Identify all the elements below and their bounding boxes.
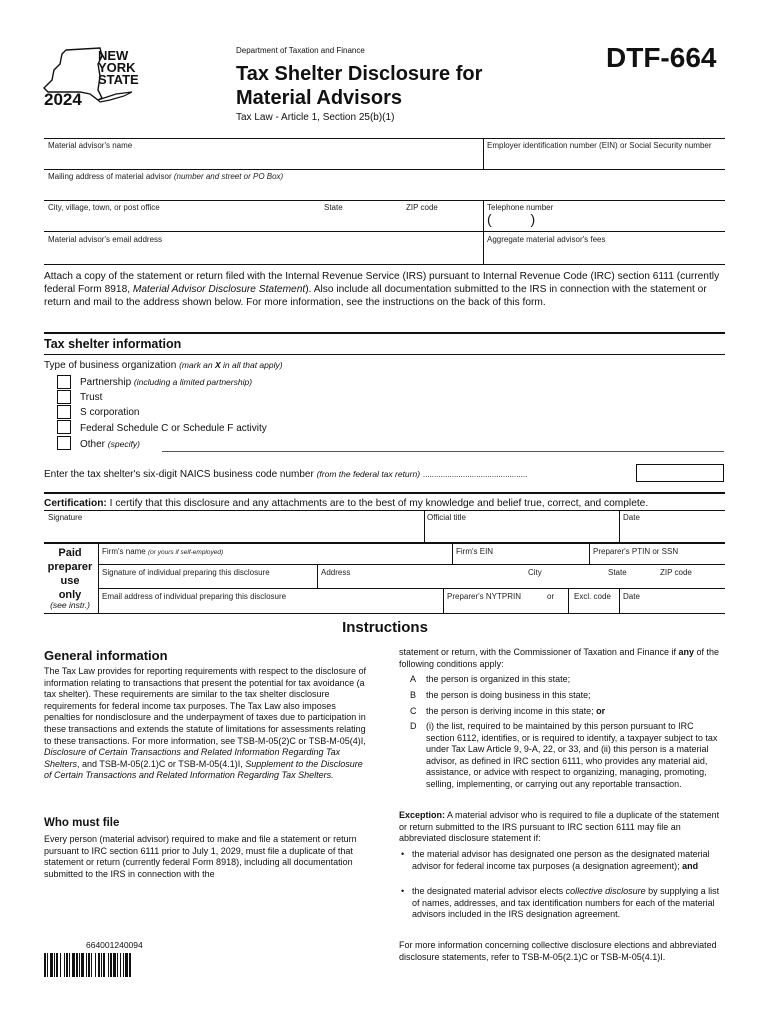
exception-bold: Exception: (399, 810, 446, 820)
business-type-hint-a: (mark an (179, 360, 215, 370)
conditions-intro-bold: any (678, 647, 694, 657)
general-text-a: The Tax Law provides for reporting requirements with respect to the disclosure of information relating to transactions that present the potential for tax avoidance (a tax shelter). These requirements are similar to the tax shelter disclosure requirements for federal income tax purposes. The Tax Law also imposes penalties for nondisclosure and the underpayment of taxes due to participation in these transactions and extends the statute of limitations for assessments relating to these transactions. For more information, see TSB-M-05(2)C or TSB-M-05(4)I, (44, 666, 366, 746)
logo-word-state: STATE (98, 72, 139, 87)
business-type-hint-x: X (215, 360, 221, 370)
form-number: DTF-664 (606, 42, 717, 73)
preparer-zip-label: ZIP code (660, 568, 692, 577)
attach-text-part2: ). Also include all documentation submitted to the IRS in connection with the statement or return and mail to the address shown below. For more information, see the instructions on the back of this form. (44, 284, 707, 308)
logo-word-york: YORK (98, 60, 136, 75)
other-hint: (specify) (107, 439, 140, 449)
mailing-address-label (48, 172, 283, 181)
trust-label: Trust (80, 392, 103, 403)
instructions-heading: Instructions (342, 619, 428, 636)
business-type-label (44, 360, 283, 371)
preparer-email-label: Email address of individual preparing this disclosure (102, 592, 287, 601)
partnership-hint: (including a limited partnership) (133, 377, 253, 387)
bullet-1-text (412, 849, 722, 872)
schedule-c-f-checkbox[interactable] (57, 420, 71, 434)
email-field[interactable] (46, 245, 480, 262)
nytprin-field[interactable] (445, 600, 539, 612)
title-line-2: Material Advisors (236, 87, 402, 109)
other-checkbox[interactable] (57, 436, 71, 450)
general-information-heading: General information (44, 648, 168, 663)
ein-label: Employer identification number (EIN) or Social Security number (487, 141, 712, 150)
paid-preparer-side-label (44, 546, 96, 602)
condition-a-text: the person is organized in this state; (426, 674, 571, 684)
ptin-field[interactable] (591, 553, 723, 563)
official-title-label: Official title (427, 513, 466, 522)
exclusion-code-field[interactable] (570, 600, 617, 612)
bullet-1-marker: • (401, 849, 405, 859)
tax-shelter-heading: Tax shelter information (44, 337, 182, 351)
firm-ein-label: Firm's EIN (456, 547, 494, 556)
bullet-2-after: by supplying a list of names, addresses, and tax identification numbers for each of the material advisors included in the IRS designation agreement. (412, 886, 720, 920)
condition-a-letter: A (410, 674, 417, 684)
general-text-italic-1: Disclosure of Certain Transactions and Related Information Regarding Tax Shelters (44, 747, 341, 769)
partnership-label: Partnership (80, 377, 132, 388)
preparer-state-label: State (608, 568, 627, 577)
general-text-italic-2: Supplement to the Disclosure of Certain Transactions and Related Information Regarding Tax Shelters. (44, 758, 363, 781)
cert-date-field[interactable] (621, 523, 723, 539)
ny-state-logo-text (98, 50, 139, 86)
preparer-signature-field[interactable] (100, 576, 314, 587)
certification-bold: Certification: (44, 498, 107, 509)
condition-b-text: the person is doing business in this state; (426, 690, 591, 700)
telephone-label: Telephone number (487, 203, 554, 212)
certification-statement (44, 498, 648, 509)
page-title (236, 62, 482, 110)
advisor-name-field[interactable] (46, 151, 480, 167)
business-type-hint-b: in all that apply) (220, 360, 283, 370)
condition-d-letter: D (410, 721, 417, 731)
preparer-date-label: Date (623, 592, 640, 601)
attach-text-part1: Attach a copy of the statement or return filed with the Internal Revenue Service (IRS) pursuant to Internal Revenue Code (IRC) section 6111 (currently federal Form 8918, (44, 271, 720, 295)
naics-label-text: Enter the tax shelter's six-digit NAICS business code number (44, 469, 314, 480)
firm-name-label-text: Firm's name (102, 547, 146, 556)
who-must-file-text: Every person (material advisor) required to make and file a statement or return pursuant to IRC section 6111 prior to July 1, 2029, must file a duplicate of that statement or return (currently federal Form 8918), including all documentation submitted to the IRS in connection with the (44, 834, 357, 879)
side-label-paid: Paid (58, 547, 82, 559)
preparer-email-field[interactable] (100, 600, 440, 612)
condition-c-text: the person is deriving income in this state; (426, 706, 597, 716)
condition-d-text: (i) the list, required to be maintained by this person pursuant to IRC section 6112, identifies, or is required to identify, a taxpayer subject to tax under Tax Law Article 9, 9-A, 22, or 33, and (ii) this person is a material advisor, as defined in IRC section 6111, who provides any material aid, assistance, or advice with respect to organizing, managing, promoting, selling, implementing, or carrying out any reportable transaction. (426, 721, 718, 789)
naics-code-field[interactable] (636, 464, 724, 482)
advisor-name-label: Material advisor's name (48, 141, 133, 150)
fees-label: Aggregate material advisor's fees (487, 235, 606, 244)
naics-label (44, 469, 527, 480)
or-label: or (547, 592, 555, 601)
telephone-field[interactable] (485, 212, 723, 230)
mailing-address-hint: (number and street or PO Box) (173, 172, 284, 181)
email-label: Material advisor's email address (48, 235, 163, 244)
naics-dots: ............................................... (422, 470, 528, 479)
condition-c-item (426, 706, 722, 718)
barcode-icon (44, 953, 196, 977)
general-text-b: , and TSB-M-05(2.1)C or TSB-M-05(4.1)I, (77, 758, 246, 769)
firm-ein-field[interactable] (454, 553, 586, 563)
official-title-field[interactable] (426, 523, 616, 539)
side-label-preparer: preparer (47, 561, 93, 573)
zip-label: ZIP code (406, 203, 438, 212)
side-label-only: only (58, 589, 82, 601)
fees-field[interactable] (485, 245, 723, 262)
preparer-address-label: Address (321, 568, 351, 577)
telephone-area-code-parens: ( ) (487, 211, 536, 227)
law-reference: Tax Law - Article 1, Section 25(b)(1) (236, 112, 395, 123)
trust-checkbox[interactable] (57, 390, 71, 404)
bullet-1-main: the material advisor has designated one person as the designated material advisor for federal income tax purposes (a designation agreement); (412, 849, 710, 871)
bullet-2-main: the designated material advisor elects (412, 886, 566, 896)
bullet-2-italic: collective disclosure (565, 886, 646, 896)
state-label: State (324, 203, 343, 212)
condition-c-bold-tail: or (596, 706, 606, 716)
other-option (80, 439, 140, 450)
conditions-intro-a: statement or return, with the Commissioner of Taxation and Finance if (399, 647, 679, 657)
other-label: Other (80, 439, 106, 450)
exception-paragraph (399, 810, 721, 845)
barcode-number: 664001240094 (86, 940, 143, 950)
preparer-address-field[interactable] (319, 576, 723, 587)
condition-b-letter: B (410, 690, 417, 700)
signature-field[interactable] (46, 523, 420, 539)
preparer-date-field[interactable] (621, 600, 723, 612)
other-specify-field[interactable] (162, 437, 722, 450)
s-corporation-label: S corporation (80, 407, 140, 418)
preparer-signature-label: Signature of individual preparing this disclosure (102, 568, 270, 577)
exception-text: A material advisor who is required to file a duplicate of the statement or return submitted to the IRS pursuant to IRC section 6111 may file an abbreviated disclosure statement if: (399, 810, 720, 844)
firm-name-hint: (or yours if self-employed) (148, 549, 224, 556)
bullet-2-text (412, 886, 722, 921)
naics-hint: (from the federal tax return) (316, 469, 421, 479)
who-must-file-heading: Who must file (44, 817, 120, 829)
partnership-checkbox[interactable] (57, 375, 71, 389)
see-instructions-note: (see instr.) (50, 600, 90, 610)
logo-word-new: NEW (98, 48, 129, 63)
business-type-hint (179, 360, 282, 370)
side-label-use: use (60, 575, 80, 587)
cert-date-label: Date (623, 513, 640, 522)
exclusion-code-label: Excl. code (574, 592, 611, 601)
certification-text: I certify that this disclosure and any attachments are to the best of my knowledge and belief true, correct, and complete. (106, 498, 649, 509)
more-information-text: For more information concerning collective disclosure elections and abbreviated disclosure statements, refer to TSB-M-05(2.1)C or TSB-M-05(4.1)I. (399, 940, 717, 962)
attach-instructions (44, 270, 724, 309)
s-corporation-checkbox[interactable] (57, 405, 71, 419)
preparer-city-label: City (528, 568, 542, 577)
ptin-label: Preparer's PTIN or SSN (593, 547, 679, 556)
mailing-address-field[interactable] (46, 182, 723, 198)
ein-field[interactable] (485, 151, 723, 167)
condition-c-letter: C (410, 706, 417, 716)
attach-text-italic: Material Advisor Disclosure Statement (132, 284, 306, 295)
partnership-option (80, 377, 252, 388)
conditions-intro-b: of the following conditions apply: (399, 647, 720, 669)
conditions-intro (399, 647, 721, 670)
tax-year: 2024 (44, 90, 82, 109)
mailing-address-label-text: Mailing address of material advisor (48, 172, 172, 181)
bullet-2-marker: • (401, 886, 405, 896)
city-label: City, village, town, or post office (48, 203, 160, 212)
title-line-1: Tax Shelter Disclosure for (236, 63, 483, 85)
firm-name-field[interactable] (100, 553, 448, 563)
schedule-c-f-label: Federal Schedule C or Schedule F activity (80, 423, 267, 434)
city-state-zip-field[interactable] (46, 213, 480, 229)
signature-label: Signature (48, 513, 83, 522)
business-type-label-text: Type of business organization (44, 360, 177, 371)
general-information-text (44, 666, 372, 782)
department-name: Department of Taxation and Finance (236, 46, 365, 55)
bullet-1-bold-tail: and (682, 860, 699, 871)
nytprin-label: Preparer's NYTPRIN (447, 592, 521, 601)
